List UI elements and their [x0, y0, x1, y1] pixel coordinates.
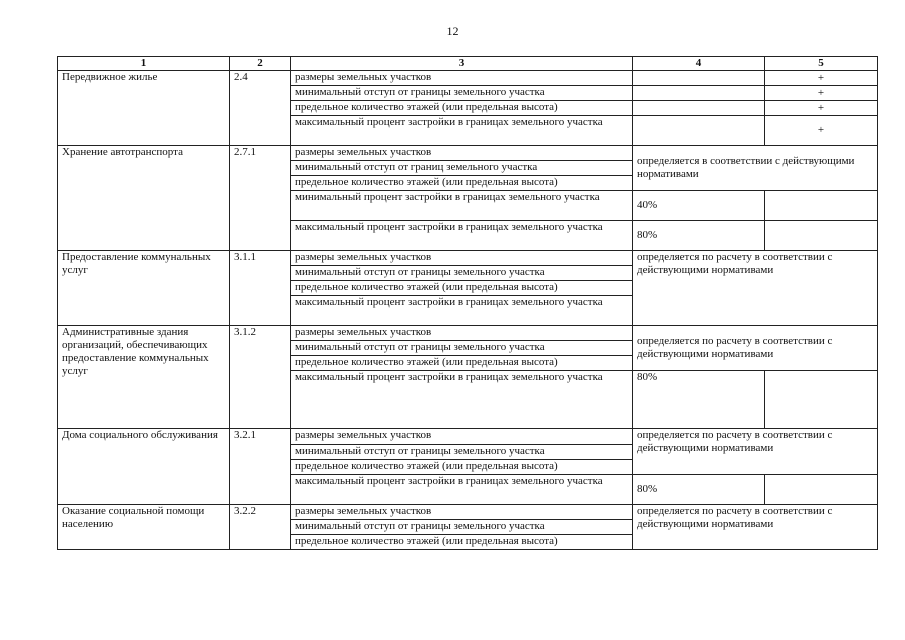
- use-code-cell: 3.2.2: [230, 505, 291, 550]
- param-cell: предельное количество этажей (или предельная высота): [291, 356, 633, 371]
- header-col-5: 5: [765, 57, 878, 71]
- param-cell: предельное количество этажей (или предельная высота): [291, 460, 633, 475]
- value-cell: [633, 86, 765, 101]
- plus-cell: +: [765, 101, 878, 116]
- plus-cell: +: [765, 86, 878, 101]
- param-cell: максимальный процент застройки в границах земельного участка: [291, 116, 633, 146]
- use-name-cell: Предоставление коммунальных услуг: [58, 251, 230, 326]
- max-percent-cell: 80%: [633, 221, 765, 251]
- regulations-table: [57, 56, 878, 550]
- table-row: [58, 429, 878, 445]
- param-cell: максимальный процент застройки в границах земельного участка: [291, 475, 633, 505]
- plus-cell: +: [765, 71, 878, 86]
- param-cell: размеры земельных участков: [291, 326, 633, 341]
- use-code-cell: 3.2.1: [230, 429, 291, 505]
- header-col-2: 2: [230, 57, 291, 71]
- value-cell: [633, 71, 765, 86]
- param-cell: предельное количество этажей (или предельная высота): [291, 281, 633, 296]
- min-percent-cell: 40%: [633, 191, 765, 221]
- param-cell: минимальный отступ от границы земельного участка: [291, 445, 633, 460]
- param-cell: размеры земельных участков: [291, 505, 633, 520]
- use-code-cell: 3.1.1: [230, 251, 291, 326]
- use-name-cell: Административные здания организаций, обеспечивающих предоставление коммунальных услуг: [58, 326, 230, 429]
- param-cell: размеры земельных участков: [291, 251, 633, 266]
- use-code-cell: 2.7.1: [230, 146, 291, 251]
- table-row: [58, 326, 878, 341]
- page-number: 12: [446, 24, 459, 38]
- param-cell: размеры земельных участков: [291, 71, 633, 86]
- merged-value-cell: определяется по расчету в соответствии с действующими нормативами: [633, 251, 878, 326]
- table-row: [58, 71, 878, 86]
- param-cell: предельное количество этажей (или предельная высота): [291, 101, 633, 116]
- use-name-cell: Хранение автотранспорта: [58, 146, 230, 251]
- param-cell: максимальный процент застройки в границах земельного участка: [291, 371, 633, 429]
- value-cell: [765, 191, 878, 221]
- merged-value-cell: определяется по расчету в соответствии с действующими нормативами: [633, 429, 878, 475]
- use-name-cell: Передвижное жилье: [58, 71, 230, 146]
- table-row: [58, 251, 878, 266]
- param-cell: максимальный процент застройки в границах земельного участка: [291, 221, 633, 251]
- use-code-cell: 2.4: [230, 71, 291, 146]
- param-cell: размеры земельных участков: [291, 146, 633, 161]
- header-col-3: 3: [291, 57, 633, 71]
- header-row: [58, 57, 878, 71]
- param-cell: максимальный процент застройки в границах земельного участка: [291, 296, 633, 326]
- use-name-cell: Оказание социальной помощи населению: [58, 505, 230, 550]
- table-row: [58, 505, 878, 520]
- value-cell: [765, 475, 878, 505]
- merged-value-cell: определяется по расчету в соответствии с действующими нормативами: [633, 326, 878, 371]
- value-cell: [765, 221, 878, 251]
- plus-cell: +: [765, 116, 878, 146]
- param-cell: минимальный отступ от границ земельного участка: [291, 161, 633, 176]
- use-name-cell: Дома социального обслуживания: [58, 429, 230, 505]
- value-cell: [765, 371, 878, 429]
- param-cell: предельное количество этажей (или предельная высота): [291, 535, 633, 550]
- param-cell: минимальный процент застройки в границах земельного участка: [291, 191, 633, 221]
- header-col-4: 4: [633, 57, 765, 71]
- param-cell: размеры земельных участков: [291, 429, 633, 445]
- merged-value-cell: определяется по расчету в соответствии с действующими нормативами: [633, 505, 878, 550]
- table-row: [58, 146, 878, 161]
- value-cell: [633, 116, 765, 146]
- header-col-1: 1: [58, 57, 230, 71]
- max-percent-cell: 80%: [633, 475, 765, 505]
- param-cell: предельное количество этажей (или предельная высота): [291, 176, 633, 191]
- use-code-cell: 3.1.2: [230, 326, 291, 429]
- param-cell: минимальный отступ от границы земельного участка: [291, 86, 633, 101]
- param-cell: минимальный отступ от границы земельного участка: [291, 341, 633, 356]
- merged-value-cell: определяется в соответствии с действующими нормативами: [633, 146, 878, 191]
- param-cell: минимальный отступ от границы земельного участка: [291, 520, 633, 535]
- value-cell: [633, 101, 765, 116]
- param-cell: минимальный отступ от границы земельного участка: [291, 266, 633, 281]
- max-percent-cell: 80%: [633, 371, 765, 429]
